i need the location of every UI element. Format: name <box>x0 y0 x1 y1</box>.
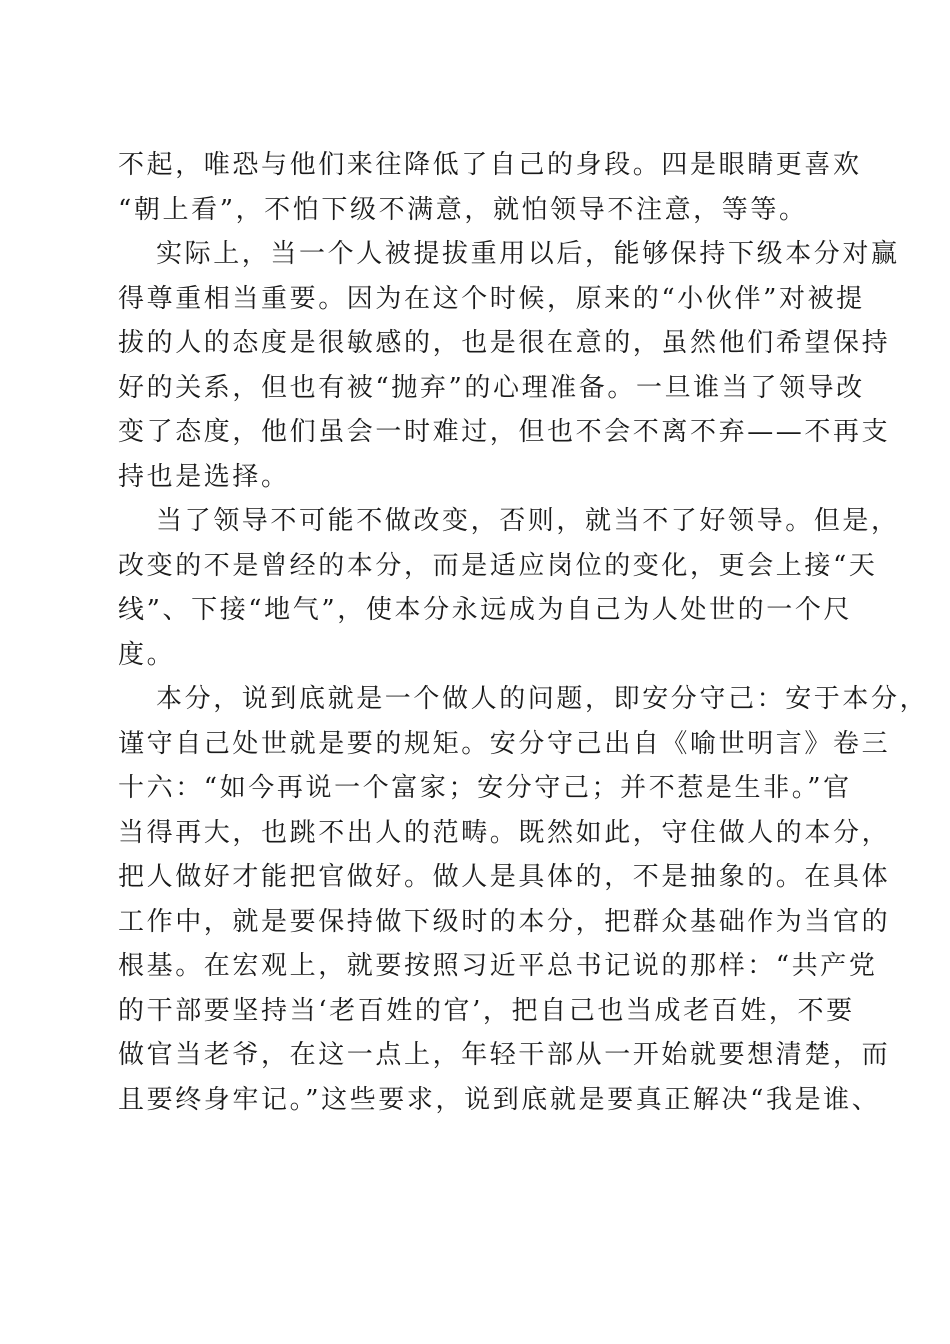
text-line: 且要终身牢记。”这些要求，说到底就是要真正解决“我是谁、 <box>118 1084 881 1115</box>
text-line: 把人做好才能把官做好。做人是具体的，不是抽象的。在具体 <box>118 862 891 892</box>
text-line: 持也是选择。 <box>118 461 290 492</box>
text-line: 好的关系，但也有被“抛弃”的心理准备。一旦谁当了领导改 <box>118 372 865 403</box>
text-line: 当得再大，也跳不出人的范畴。既然如此，守住做人的本分， <box>118 817 891 848</box>
text-line: 十六：“如今再说一个富家；安分守己；并不惹是生非。”官 <box>118 773 852 803</box>
text-line: 拔的人的态度是很敏感的，也是很在意的，虽然他们希望保持 <box>118 328 891 358</box>
paragraph-start-line: 当了领导不可能不做改变，否则，就当不了好领导。但是， <box>156 506 900 536</box>
text-line: 的干部要坚持当‘老百姓的官’，把自己也当成老百姓，不要 <box>118 995 855 1026</box>
text-line: 根基。在宏观上，就要按照习近平总书记说的那样：“共产党 <box>118 951 878 981</box>
text-line: 得尊重相当重要。因为在这个时候，原来的“小伙伴”对被提 <box>118 283 865 314</box>
text-line: 不起，唯恐与他们来往降低了自己的身段。四是眼睛更喜欢 <box>118 150 862 180</box>
body-text <box>118 143 929 1122</box>
text-line: “朝上看”，不怕下级不满意，就怕领导不注意，等等。 <box>118 194 808 225</box>
paragraph-start-line: 实际上，当一个人被提拔重用以后，能够保持下级本分对赢 <box>156 239 900 269</box>
text-line: 改变的不是曾经的本分，而是适应岗位的变化，更会上接“天 <box>118 550 878 581</box>
paragraph-start-line: 本分，说到底就是一个做人的问题，即安分守己：安于本分， <box>156 684 929 714</box>
text-line: 线”、下接“地气”，使本分永远成为自己为人处世的一个尺 <box>118 595 853 625</box>
text-line: 谨守自己处世就是要的规矩。安分守己出自《喻世明言》卷三 <box>118 728 891 759</box>
text-line: 做官当老爷，在这一点上，年轻干部从一开始就要想清楚，而 <box>118 1040 891 1070</box>
text-line: 变了态度，他们虽会一时难过，但也不会不离不弃——不再支 <box>118 417 891 447</box>
text-line: 度。 <box>118 639 176 670</box>
text-line: 工作中，就是要保持做下级时的本分，把群众基础作为当官的 <box>118 906 891 937</box>
